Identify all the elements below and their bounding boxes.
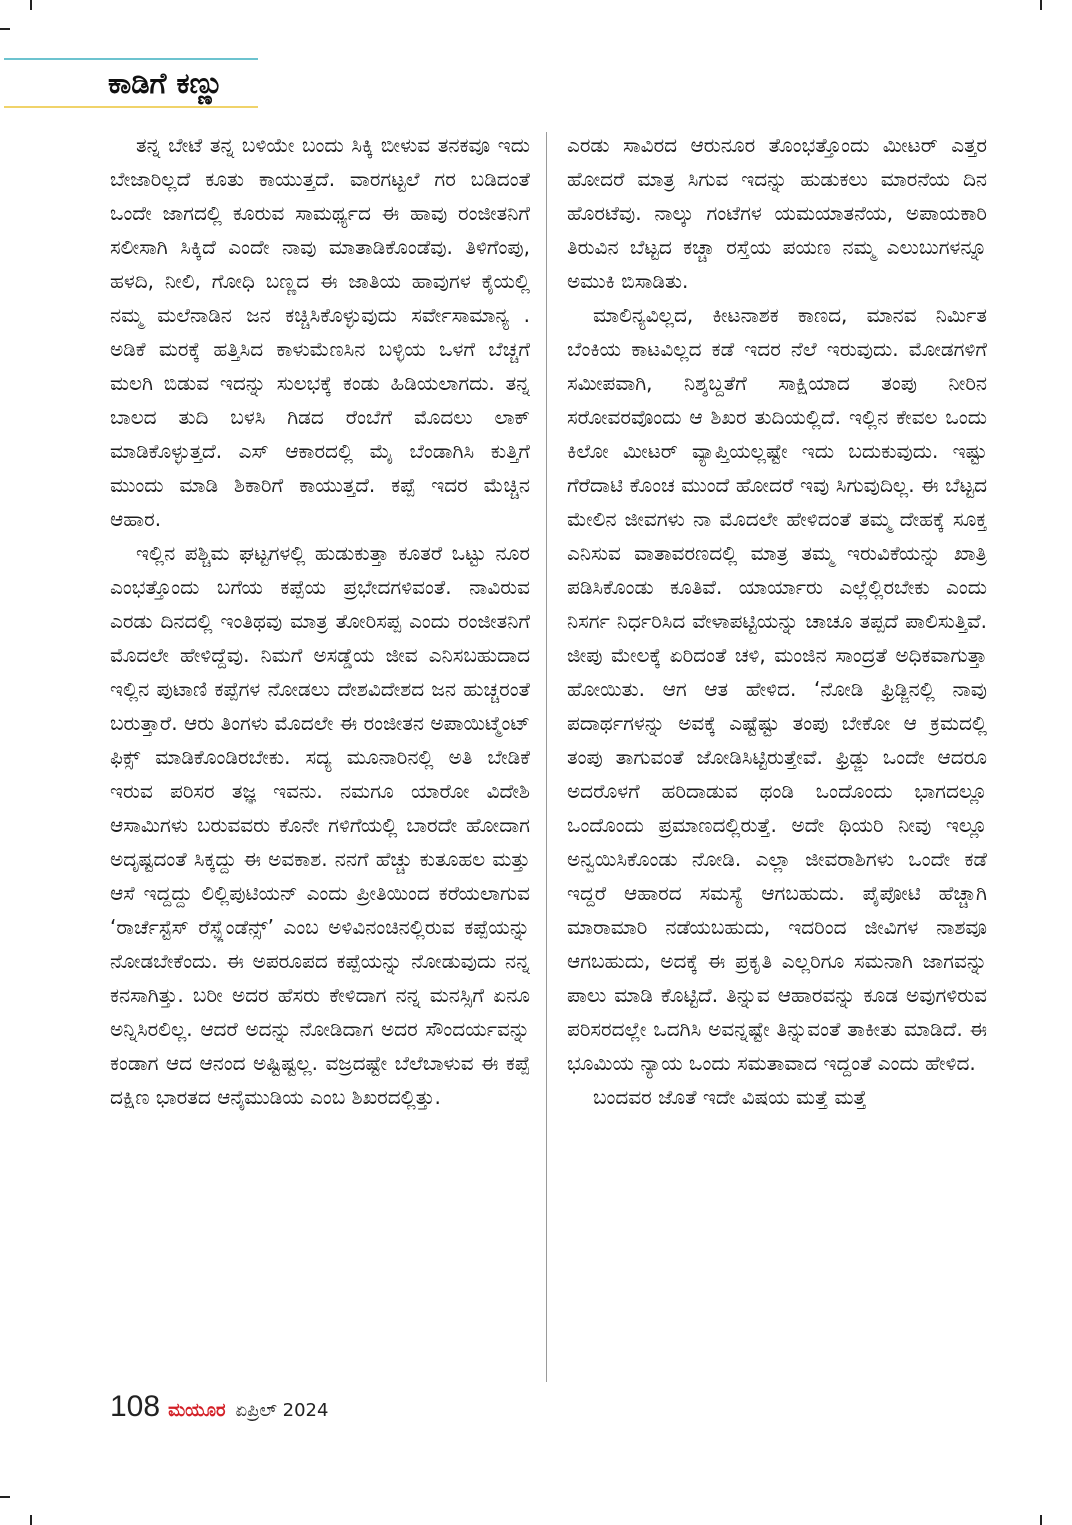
section-header [0,58,262,110]
paragraph: ಎರಡು ಸಾವಿರದ ಆರುನೂರ ತೊಂಭತ್ತೊಂದು ಮೀಟರ್ ಎತ್ತರ ಹೋದರೆ ಮಾತ್ರ ಸಿಗುವ ಇದನ್ನು ಹುಡುಕಲು ಮಾರನೆಯ ದಿನ ಹೊರಟೆವು. ನಾಲ್ಕು ಗಂಟೆಗಳ ಯಮಯಾತನೆಯ, ಅಪಾಯಕಾರಿ ತಿರುವಿನ ಬೆಟ್ಟದ ಕಚ್ಚಾ ರಸ್ತೆಯ ಪಯಣ ನಮ್ಮ ಎಲುಬುಗಳನ್ನೂ ಅಮುಕಿ ಬಿಸಾಡಿತು. [567,133,987,293]
crop-mark-top-right [1040,0,1042,10]
crop-mark-bottom-left-h [0,1496,10,1498]
page-footer [110,1390,328,1430]
crop-mark-bottom-right [1040,1515,1042,1525]
crop-mark-top-left-h [0,28,10,30]
paragraph: ಇಲ್ಲಿನ ಪಶ್ಚಿಮ ಘಟ್ಟಗಳಲ್ಲಿ ಹುಡುಕುತ್ತಾ ಕೂತರೆ ಒಟ್ಟು ನೂರ ಎಂಭತ್ತೊಂದು ಬಗೆಯ ಕಪ್ಪೆಯ ಪ್ರಭೇದಗಳಿವಂತೆ. ನಾವಿರುವ ಎರಡು ದಿನದಲ್ಲಿ ಇಂತಿಥವು ಮಾತ್ರ ತೋರಿಸಪ್ಪ ಎಂದು ರಂಜೀತನಿಗೆ ಮೊದಲೇ ಹೇಳಿದ್ದೆವು. ನಿಮಗೆ ಅಸಡ್ಡೆಯ ಜೀವ ಎನಿಸಬಹುದಾದ ಇಲ್ಲಿನ ಪುಟಾಣಿ ಕಪ್ಪೆಗಳ ನೋಡಲು ದೇಶವಿದೇಶದ ಜನ ಹುಚ್ಚರಂತೆ ಬರುತ್ತಾರೆ. ಆರು ತಿಂಗಳು ಮೊದಲೇ ಈ ರಂಜೀತನ ಅಪಾಯಿಟ್ಮೆಂಟ್ ಫಿಕ್ಸ್ ಮಾಡಿಕೊಂಡಿರಬೇಕು. ಸದ್ಯ ಮೂನಾರಿನಲ್ಲಿ ಅತಿ ಬೇಡಿಕೆ ಇರುವ ಪರಿಸರ ತಜ್ಞ ಇವನು. ನಮಗೂ ಯಾರೋ ವಿದೇಶಿ ಆಸಾಮಿಗಳು ಬರುವವರು ಕೊನೇ ಗಳಿಗೆಯಲ್ಲಿ ಬಾರದೇ ಹೋದಾಗ ಅದೃಷ್ಟದಂತೆ ಸಿಕ್ಕದ್ದು ಈ ಅವಕಾಶ. ನನಗೆ ಹೆಚ್ಚು ಕುತೂಹಲ ಮತ್ತು ಆಸೆ ಇದ್ದದ್ದು ಲಿಲ್ಲಿಪುಟಿಯನ್ ಎಂದು ಪ್ರೀತಿಯಿಂದ ಕರೆಯಲಾಗುವ ‘ರಾರ್ಚೆಸ್ಟೆಸ್ ರೆಸ್ಪ್ಲೆಂಡೆನ್ಸ್’ ಎಂಬ ಅಳಿವಿನಂಚಿನಲ್ಲಿರುವ ಕಪ್ಪೆಯನ್ನು ನೋಡಬೇಕೆಂದು. ಈ ಅಪರೂಪದ ಕಪ್ಪೆಯನ್ನು ನೋಡುವುದು ನನ್ನ ಕನಸಾಗಿತ್ತು. ಬರೀ ಅದರ ಹೆಸರು ಕೇಳಿದಾಗ ನನ್ನ ಮನಸ್ಸಿಗೆ ಏನೂ ಅನ್ನಿಸಿರಲಿಲ್ಲ. ಆದರೆ ಅದನ್ನು ನೋಡಿದಾಗ ಅದರ ಸೌಂದರ್ಯವನ್ನು ಕಂಡಾಗ ಆದ ಆನಂದ ಅಷ್ಟಿಷ್ಟಲ್ಲ. ವಜ್ರದಷ್ಟೇ ಬೆಲೆಬಾಳುವ ಈ ಕಪ್ಪೆ ದಕ್ಷಿಣ ಭಾರತದ ಆನೈಮುಡಿಯ ಎಂಬ ಶಿಖರದಲ್ಲಿತ್ತು. [110,541,530,1109]
article-column-left [110,128,530,1378]
paragraph: ತನ್ನ ಬೇಟೆ ತನ್ನ ಬಳಿಯೇ ಬಂದು ಸಿಕ್ಕಿ ಬೀಳುವ ತನಕವೂ ಇದು ಬೇಜಾರಿಲ್ಲದೆ ಕೂತು ಕಾಯುತ್ತದೆ. ವಾರಗಟ್ಟಲೆ ಗರ ಬಡಿದಂತೆ ಒಂದೇ ಜಾಗದಲ್ಲಿ ಕೂರುವ ಸಾಮರ್ಥ್ಯದ ಈ ಹಾವು ರಂಜೀತನಿಗೆ ಸಲೀಸಾಗಿ ಸಿಕ್ಕಿದೆ ಎಂದೇ ನಾವು ಮಾತಾಡಿಕೊಂಡೆವು. ತಿಳಿಗೆಂಪು, ಹಳದಿ, ನೀಲಿ, ಗೋಧಿ ಬಣ್ಣದ ಈ ಜಾತಿಯ ಹಾವುಗಳ ಕೈಯಲ್ಲಿ ನಮ್ಮ ಮಲೆನಾಡಿನ ಜನ ಕಚ್ಚಿಸಿಕೊಳ್ಳುವುದು ಸರ್ವೇಸಾಮಾನ್ಯ . ಅಡಿಕೆ ಮರಕ್ಕೆ ಹತ್ತಿಸಿದ ಕಾಳುಮೆಣಸಿನ ಬಳ್ಳಿಯ ಒಳಗೆ ಬೆಚ್ಚಗೆ ಮಲಗಿ ಬಿಡುವ ಇದನ್ನು ಸುಲಭಕ್ಕೆ ಕಂಡು ಹಿಡಿಯಲಾಗದು. ತನ್ನ ಬಾಲದ ತುದಿ ಬಳಸಿ ಗಿಡದ ರೆಂಬೆಗೆ ಮೊದಲು ಲಾಕ್ ಮಾಡಿಕೊಳ್ಳುತ್ತದೆ. ಎಸ್ ಆಕಾರದಲ್ಲಿ ಮೈ ಬೆಂಡಾಗಿಸಿ ಕುತ್ತಿಗೆ ಮುಂದು ಮಾಡಿ ಶಿಕಾರಿಗೆ ಕಾಯುತ್ತದೆ. ಕಪ್ಪೆ ಇದರ ಮೆಚ್ಚಿನ ಆಹಾರ. [110,133,530,531]
paragraph: ಮಾಲಿನ್ಯವಿಲ್ಲದ, ಕೀಟನಾಶಕ ಕಾಣದ, ಮಾನವ ನಿರ್ಮಿತ ಬೆಂಕಿಯ ಕಾಟವಿಲ್ಲದ ಕಡೆ ಇದರ ನೆಲೆ ಇರುವುದು. ಮೋಡಗಳಿಗೆ ಸಮೀಪವಾಗಿ, ನಿಶ್ಶಬ್ದತೆಗೆ ಸಾಕ್ಷಿಯಾದ ತಂಪು ನೀರಿನ ಸರೋವರವೊಂದು ಆ ಶಿಖರ ತುದಿಯಲ್ಲಿದೆ. ಇಲ್ಲಿನ ಕೇವಲ ಒಂದು ಕಿಲೋ ಮೀಟರ್ ವ್ಯಾಪ್ತಿಯಲ್ಲಷ್ಟೇ ಇದು ಬದುಕುವುದು. ಇಷ್ಟು ಗೆರೆದಾಟಿ ಕೊಂಚ ಮುಂದೆ ಹೋದರೆ ಇವು ಸಿಗುವುದಿಲ್ಲ. ಈ ಬೆಟ್ಟದ ಮೇಲಿನ ಜೀವಗಳು ನಾ ಮೊದಲೇ ಹೇಳಿದಂತೆ ತಮ್ಮ ದೇಹಕ್ಕೆ ಸೂಕ್ತ ಎನಿಸುವ ವಾತಾವರಣದಲ್ಲಿ ಮಾತ್ರ ತಮ್ಮ ಇರುವಿಕೆಯನ್ನು ಖಾತ್ರಿ ಪಡಿಸಿಕೊಂಡು ಕೂತಿವೆ. ಯಾರ್ಯಾರು ಎಲ್ಲೆಲ್ಲಿರಬೇಕು ಎಂದು ನಿಸರ್ಗ ನಿರ್ಧರಿಸಿದ ವೇಳಾಪಟ್ಟಿಯನ್ನು ಚಾಚೂ ತಪ್ಪದೆ ಪಾಲಿಸುತ್ತಿವೆ. ಜೀಪು ಮೇಲಕ್ಕೆ ಏರಿದಂತೆ ಚಳಿ, ಮಂಜಿನ ಸಾಂದ್ರತೆ ಅಧಿಕವಾಗುತ್ತಾ ಹೋಯಿತು. ಆಗ ಆತ ಹೇಳಿದ. ‘ನೋಡಿ ಫ್ರಿಡ್ಜಿನಲ್ಲಿ ನಾವು ಪದಾರ್ಥಗಳನ್ನು ಅವಕ್ಕೆ ಎಷ್ಟೆಷ್ಟು ತಂಪು ಬೇಕೋ ಆ ಕ್ರಮದಲ್ಲಿ ತಂಪು ತಾಗುವಂತೆ ಜೋಡಿಸಿಟ್ಟಿರುತ್ತೇವೆ. ಫ್ರಿಡ್ಜು ಒಂದೇ ಆದರೂ ಅದರೊಳಗೆ ಹರಿದಾಡುವ ಥಂಡಿ ಒಂದೊಂದು ಭಾಗದಲ್ಲೂ ಒಂದೊಂದು ಪ್ರಮಾಣದಲ್ಲಿರುತ್ತೆ. ಅದೇ ಥಿಯರಿ ನೀವು ಇಲ್ಲೂ ಅನ್ವಯಿಸಿಕೊಂಡು ನೋಡಿ. ಎಲ್ಲಾ ಜೀವರಾಶಿಗಳು ಒಂದೇ ಕಡೆ ಇದ್ದರೆ ಆಹಾರದ ಸಮಸ್ಯೆ ಆಗಬಹುದು. ಪೈಪೋಟಿ ಹೆಚ್ಚಾಗಿ ಮಾರಾಮಾರಿ ನಡೆಯಬಹುದು, ಇದರಿಂದ ಜೀವಿಗಳ ನಾಶವೂ ಆಗಬಹುದು, ಅದಕ್ಕೆ ಈ ಪ್ರಕೃತಿ ಎಲ್ಲರಿಗೂ ಸಮನಾಗಿ ಜಾಗವನ್ನು ಪಾಲು ಮಾಡಿ ಕೊಟ್ಟಿದೆ. ತಿನ್ನುವ ಆಹಾರವನ್ನು ಕೂಡ ಅವುಗಳಿರುವ ಪರಿಸರದಲ್ಲೇ ಒದಗಿಸಿ ಅವನ್ನಷ್ಟೇ ತಿನ್ನುವಂತೆ ತಾಕೀತು ಮಾಡಿದೆ. ಈ ಭೂಮಿಯ ನ್ಯಾಯ ಒಂದು ಸಮತಾವಾದ ಇದ್ದಂತೆ ಎಂದು ಹೇಳಿದ. [567,303,987,1075]
page-number: 108 [110,1390,161,1423]
section-title: ಕಾಡಿಗೆ ಕಣ್ಣು [108,66,224,100]
crop-mark-bottom-left [30,1515,32,1525]
article-column-right [567,128,987,1378]
paragraph: ಬಂದವರ ಜೊತೆ ಇದೇ ವಿಷಯ ಮತ್ತೆ ಮತ್ತೆ [593,1085,867,1109]
section-header-top-rule [4,58,258,60]
column-divider [546,132,547,1382]
issue-date: ಏಪ್ರಿಲ್ 2024 [235,1400,329,1421]
section-header-bottom-rule [4,106,258,108]
crop-mark-top-left [30,0,32,10]
magazine-logo: ಮಯೂರ [168,1400,226,1421]
